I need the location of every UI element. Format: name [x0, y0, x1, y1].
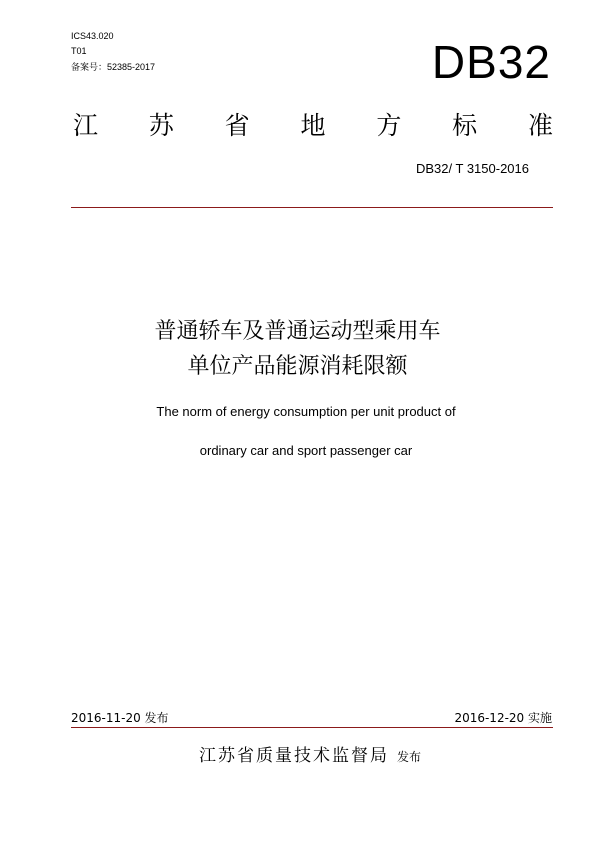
standard-type-heading — [73, 111, 553, 141]
standard-type-char: 标 — [452, 111, 478, 140]
classification-code: T01 — [71, 46, 87, 56]
top-divider — [71, 207, 553, 208]
implementation-date: 2016-12-20 实施 — [454, 711, 552, 725]
title-en-line-1: The norm of energy consumption per unit product of — [156, 404, 456, 419]
standard-type-char: 地 — [300, 111, 326, 140]
title-cn-line-2: 单位产品能源消耗限额 — [187, 354, 408, 379]
standard-type-char: 省 — [224, 111, 250, 140]
issuer-suffix: 发布 — [396, 750, 421, 764]
ics-code: ICS43.020 — [71, 31, 114, 41]
issuer-block — [0, 745, 595, 768]
filing-number: 备案号：52385-2017 — [71, 62, 156, 72]
issuer-name: 江苏省质量技术监督局 — [198, 746, 389, 766]
bottom-divider — [71, 727, 553, 728]
standard-type-char: 准 — [527, 111, 553, 140]
issue-date: 2016-11-20 发布 — [71, 711, 169, 725]
title-cn-line-1: 普通轿车及普通运动型乘用车 — [154, 319, 441, 344]
title-en-line-2: ordinary car and sport passenger car — [199, 443, 413, 458]
standard-type-char: 苏 — [148, 111, 174, 140]
series-code: DB32 — [431, 36, 551, 88]
standard-number: DB32/ T 3150-2016 — [416, 161, 529, 176]
standard-type-char: 方 — [376, 111, 402, 140]
standard-type-char: 江 — [73, 111, 99, 140]
